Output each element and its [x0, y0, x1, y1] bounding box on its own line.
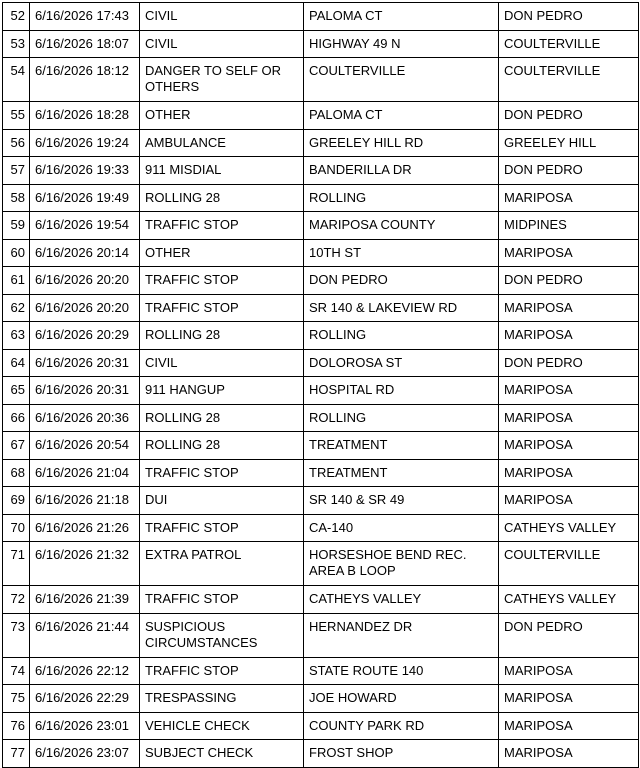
call-location: HORSESHOE BEND REC. AREA B LOOP: [304, 542, 499, 586]
call-type: TRAFFIC STOP: [140, 267, 304, 295]
call-type: TRESPASSING: [140, 685, 304, 713]
call-city: MARIPOSA: [499, 712, 639, 740]
call-location: STATE ROUTE 140: [304, 657, 499, 685]
call-location: ROLLING: [304, 184, 499, 212]
call-location: PALOMA CT: [304, 3, 499, 31]
call-city: MARIPOSA: [499, 404, 639, 432]
call-datetime: 6/16/2026 20:14: [30, 239, 140, 267]
call-city: COULTERVILLE: [499, 542, 639, 586]
call-city: COULTERVILLE: [499, 30, 639, 58]
call-city: MARIPOSA: [499, 432, 639, 460]
call-city: MARIPOSA: [499, 322, 639, 350]
row-number: 69: [3, 487, 30, 515]
call-datetime: 6/16/2026 20:20: [30, 267, 140, 295]
call-city: CATHEYS VALLEY: [499, 514, 639, 542]
row-number: 70: [3, 514, 30, 542]
call-location: MARIPOSA COUNTY: [304, 212, 499, 240]
call-type: EXTRA PATROL: [140, 542, 304, 586]
call-datetime: 6/16/2026 20:54: [30, 432, 140, 460]
row-number: 71: [3, 542, 30, 586]
call-location: ROLLING: [304, 404, 499, 432]
call-type: SUSPICIOUS CIRCUMSTANCES: [140, 613, 304, 657]
call-datetime: 6/16/2026 20:29: [30, 322, 140, 350]
call-log-body: [3, 3, 639, 768]
table-row: [3, 487, 639, 515]
call-city: CATHEYS VALLEY: [499, 586, 639, 614]
call-type: TRAFFIC STOP: [140, 212, 304, 240]
call-datetime: 6/16/2026 22:12: [30, 657, 140, 685]
table-row: [3, 184, 639, 212]
call-datetime: 6/16/2026 19:49: [30, 184, 140, 212]
call-type: ROLLING 28: [140, 322, 304, 350]
call-city: DON PEDRO: [499, 267, 639, 295]
call-type: DUI: [140, 487, 304, 515]
call-city: DON PEDRO: [499, 3, 639, 31]
table-row: [3, 239, 639, 267]
table-row: [3, 377, 639, 405]
call-datetime: 6/16/2026 18:07: [30, 30, 140, 58]
call-location: HOSPITAL RD: [304, 377, 499, 405]
call-type: TRAFFIC STOP: [140, 294, 304, 322]
row-number: 61: [3, 267, 30, 295]
table-row: [3, 586, 639, 614]
call-location: 10TH ST: [304, 239, 499, 267]
call-location: GREELEY HILL RD: [304, 129, 499, 157]
table-row: [3, 129, 639, 157]
table-row: [3, 349, 639, 377]
call-type: TRAFFIC STOP: [140, 459, 304, 487]
call-datetime: 6/16/2026 18:12: [30, 58, 140, 102]
call-datetime: 6/16/2026 23:01: [30, 712, 140, 740]
call-datetime: 6/16/2026 18:28: [30, 102, 140, 130]
table-row: [3, 432, 639, 460]
row-number: 63: [3, 322, 30, 350]
table-row: [3, 657, 639, 685]
call-city: MARIPOSA: [499, 377, 639, 405]
call-city: DON PEDRO: [499, 349, 639, 377]
call-location: HIGHWAY 49 N: [304, 30, 499, 58]
row-number: 55: [3, 102, 30, 130]
call-datetime: 6/16/2026 21:18: [30, 487, 140, 515]
table-row: [3, 613, 639, 657]
row-number: 59: [3, 212, 30, 240]
call-location: JOE HOWARD: [304, 685, 499, 713]
call-type: CIVIL: [140, 30, 304, 58]
call-datetime: 6/16/2026 20:36: [30, 404, 140, 432]
call-datetime: 6/16/2026 19:54: [30, 212, 140, 240]
call-location: HERNANDEZ DR: [304, 613, 499, 657]
call-datetime: 6/16/2026 21:32: [30, 542, 140, 586]
call-type: TRAFFIC STOP: [140, 586, 304, 614]
row-number: 52: [3, 3, 30, 31]
row-number: 72: [3, 586, 30, 614]
row-number: 76: [3, 712, 30, 740]
call-city: MARIPOSA: [499, 740, 639, 768]
call-type: SUBJECT CHECK: [140, 740, 304, 768]
call-type: 911 HANGUP: [140, 377, 304, 405]
call-location: TREATMENT: [304, 432, 499, 460]
call-type: TRAFFIC STOP: [140, 514, 304, 542]
table-row: [3, 322, 639, 350]
call-type: AMBULANCE: [140, 129, 304, 157]
call-type: 911 MISDIAL: [140, 157, 304, 185]
call-location: PALOMA CT: [304, 102, 499, 130]
table-row: [3, 404, 639, 432]
call-city: DON PEDRO: [499, 613, 639, 657]
call-location: FROST SHOP: [304, 740, 499, 768]
call-location: DOLOROSA ST: [304, 349, 499, 377]
call-location: TREATMENT: [304, 459, 499, 487]
row-number: 53: [3, 30, 30, 58]
call-datetime: 6/16/2026 21:44: [30, 613, 140, 657]
call-location: COULTERVILLE: [304, 58, 499, 102]
table-row: [3, 459, 639, 487]
row-number: 67: [3, 432, 30, 460]
call-type: OTHER: [140, 239, 304, 267]
call-city: MARIPOSA: [499, 184, 639, 212]
table-row: [3, 30, 639, 58]
table-row: [3, 685, 639, 713]
row-number: 77: [3, 740, 30, 768]
table-row: [3, 102, 639, 130]
row-number: 74: [3, 657, 30, 685]
call-location: ROLLING: [304, 322, 499, 350]
row-number: 64: [3, 349, 30, 377]
call-city: COULTERVILLE: [499, 58, 639, 102]
call-city: MARIPOSA: [499, 657, 639, 685]
table-row: [3, 712, 639, 740]
call-datetime: 6/16/2026 22:29: [30, 685, 140, 713]
row-number: 73: [3, 613, 30, 657]
call-city: MARIPOSA: [499, 294, 639, 322]
row-number: 60: [3, 239, 30, 267]
call-type: OTHER: [140, 102, 304, 130]
call-datetime: 6/16/2026 23:07: [30, 740, 140, 768]
call-type: CIVIL: [140, 3, 304, 31]
call-type: DANGER TO SELF OR OTHERS: [140, 58, 304, 102]
call-datetime: 6/16/2026 21:26: [30, 514, 140, 542]
call-city: MIDPINES: [499, 212, 639, 240]
call-datetime: 6/16/2026 20:31: [30, 349, 140, 377]
table-row: [3, 157, 639, 185]
call-location: BANDERILLA DR: [304, 157, 499, 185]
call-datetime: 6/16/2026 20:20: [30, 294, 140, 322]
call-type: CIVIL: [140, 349, 304, 377]
table-row: [3, 58, 639, 102]
call-datetime: 6/16/2026 17:43: [30, 3, 140, 31]
row-number: 68: [3, 459, 30, 487]
call-datetime: 6/16/2026 21:39: [30, 586, 140, 614]
table-row: [3, 212, 639, 240]
call-datetime: 6/16/2026 19:33: [30, 157, 140, 185]
table-row: [3, 514, 639, 542]
call-city: MARIPOSA: [499, 685, 639, 713]
call-log-table: [2, 2, 639, 768]
table-row: [3, 294, 639, 322]
call-type: TRAFFIC STOP: [140, 657, 304, 685]
call-type: VEHICLE CHECK: [140, 712, 304, 740]
call-location: SR 140 & SR 49: [304, 487, 499, 515]
table-row: [3, 740, 639, 768]
call-location: CA-140: [304, 514, 499, 542]
call-city: GREELEY HILL: [499, 129, 639, 157]
call-city: MARIPOSA: [499, 459, 639, 487]
row-number: 65: [3, 377, 30, 405]
call-location: SR 140 & LAKEVIEW RD: [304, 294, 499, 322]
call-city: DON PEDRO: [499, 157, 639, 185]
call-city: MARIPOSA: [499, 487, 639, 515]
row-number: 54: [3, 58, 30, 102]
row-number: 62: [3, 294, 30, 322]
row-number: 57: [3, 157, 30, 185]
row-number: 58: [3, 184, 30, 212]
call-city: MARIPOSA: [499, 239, 639, 267]
call-type: ROLLING 28: [140, 184, 304, 212]
row-number: 75: [3, 685, 30, 713]
table-row: [3, 542, 639, 586]
call-type: ROLLING 28: [140, 404, 304, 432]
call-location: COUNTY PARK RD: [304, 712, 499, 740]
call-datetime: 6/16/2026 19:24: [30, 129, 140, 157]
table-row: [3, 267, 639, 295]
call-datetime: 6/16/2026 21:04: [30, 459, 140, 487]
row-number: 56: [3, 129, 30, 157]
call-datetime: 6/16/2026 20:31: [30, 377, 140, 405]
table-row: [3, 3, 639, 31]
row-number: 66: [3, 404, 30, 432]
call-location: DON PEDRO: [304, 267, 499, 295]
call-type: ROLLING 28: [140, 432, 304, 460]
call-city: DON PEDRO: [499, 102, 639, 130]
call-location: CATHEYS VALLEY: [304, 586, 499, 614]
